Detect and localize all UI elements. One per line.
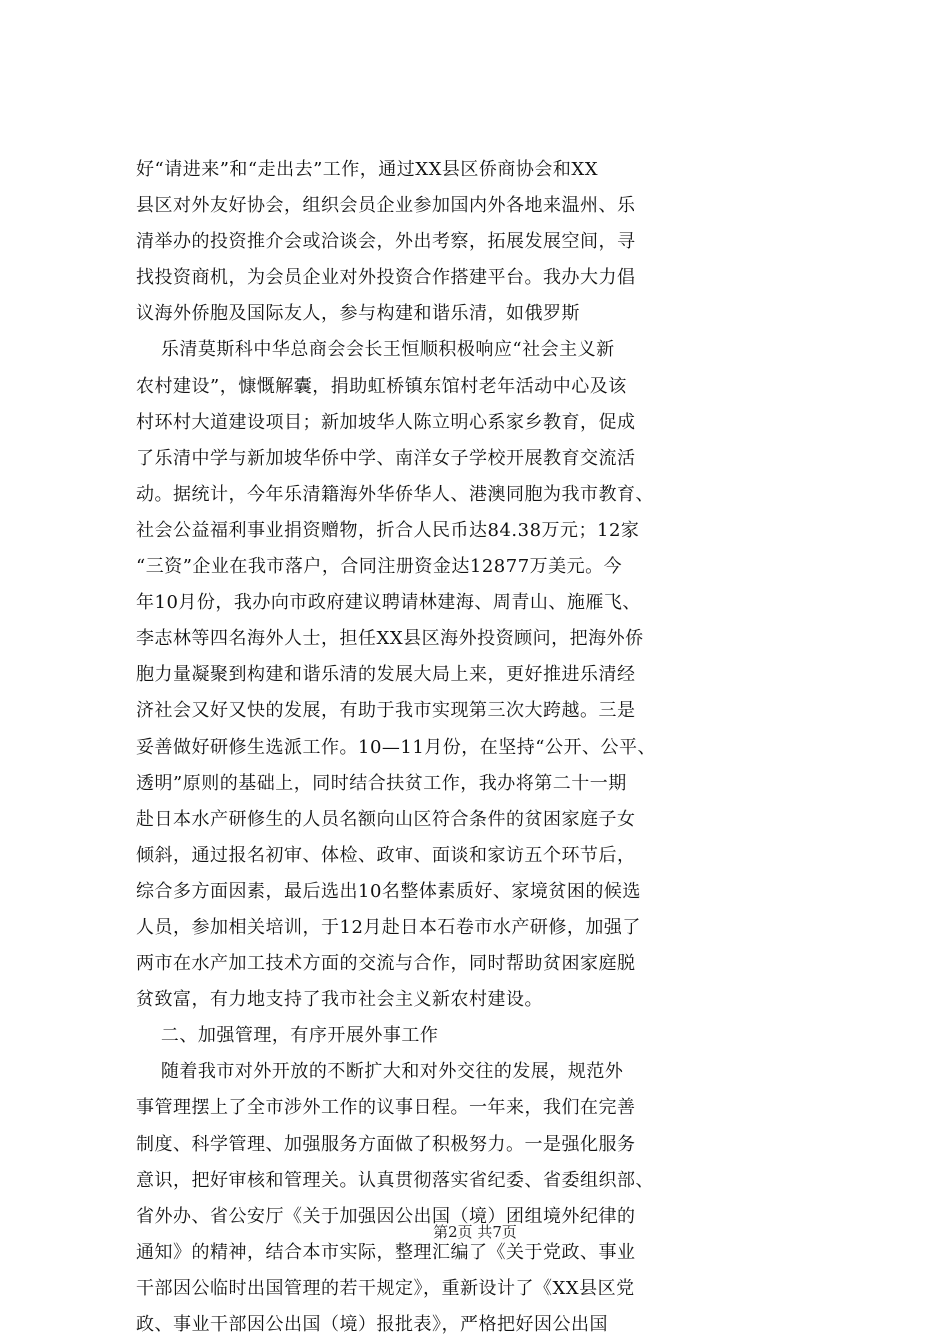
text-line: 妥善做好研修生选派工作。10—11月份，在坚持“公开、公平、	[136, 736, 657, 758]
text-line: “三资”企业在我市落户，合同注册资金达12877万美元。今	[136, 556, 623, 578]
text-line: 济社会又好又快的发展，有助于我市实现第三次大跨越。三是	[136, 700, 636, 722]
text-line: 省外办、省公安厅《关于加强因公出国（境）团组境外纪律的	[136, 1205, 636, 1227]
text-line: 清举办的投资推介会或洽谈会，外出考察，拓展发展空间，寻	[136, 231, 636, 253]
text-line: 年10月份，我办向市政府建议聘请林建海、周青山、施雁飞、	[136, 592, 641, 614]
text-line: 政、事业干部因公出国（境）报批表》，严格把好因公出国	[136, 1314, 608, 1335]
text-line: 了乐清中学与新加坡华侨中学、南洋女子学校开展教育交流活	[136, 447, 636, 469]
text-line: 赴日本水产研修生的人员名额向山区符合条件的贫困家庭子女	[136, 808, 636, 830]
text-line: 倾斜，通过报名初审、体检、政审、面谈和家访五个环节后，	[136, 844, 636, 866]
text-line: 李志林等四名海外人士，担任XX县区海外投资顾问，把海外侨	[136, 628, 644, 650]
text-line: 二、加强管理，有序开展外事工作	[136, 1025, 439, 1047]
text-line: 通知》的精神，结合本市实际，整理汇编了《关于党政、事业	[136, 1241, 636, 1263]
text-line: 农村建设”，慷慨解囊，捐助虹桥镇东馆村老年活动中心及该	[136, 375, 627, 397]
text-line: 议海外侨胞及国际友人，参与构建和谐乐清，如俄罗斯	[136, 303, 580, 325]
text-line: 动。据统计，今年乐清籍海外华侨华人、港澳同胞为我市教育、	[136, 483, 654, 505]
page-number-footer: 第2页 共7页	[433, 1223, 517, 1241]
text-line: 社会公益福利事业捐资赠物，折合人民币达84.38万元；12家	[136, 519, 640, 541]
text-line: 综合多方面因素，最后选出10名整体素质好、家境贫困的候选	[136, 880, 641, 902]
text-line: 制度、科学管理、加强服务方面做了积极努力。一是强化服务	[136, 1133, 636, 1155]
text-line: 好“请进来”和“走出去”工作，通过XX县区侨商协会和XX	[136, 159, 599, 180]
text-line: 找投资商机，为会员企业对外投资合作搭建平台。我办大力倡	[136, 267, 636, 289]
text-line: 干部因公临时出国管理的若干规定》，重新设计了《XX县区党	[136, 1277, 635, 1299]
text-line: 乐清莫斯科中华总商会会长王恒顺积极响应“社会主义新	[136, 339, 615, 361]
text-line: 胞力量凝聚到构建和谐乐清的发展大局上来，更好推进乐清经	[136, 664, 636, 686]
text-line: 两市在水产加工技术方面的交流与合作，同时帮助贫困家庭脱	[136, 953, 636, 975]
text-line: 贫致富，有力地支持了我市社会主义新农村建设。	[136, 989, 543, 1011]
text-line: 透明”原则的基础上，同时结合扶贫工作，我办将第二十一期	[136, 772, 627, 794]
text-line: 事管理摆上了全市涉外工作的议事日程。一年来，我们在完善	[136, 1097, 636, 1119]
text-line: 县区对外友好协会，组织会员企业参加国内外各地来温州、乐	[136, 195, 636, 217]
text-line: 村环村大道建设项目；新加坡华人陈立明心系家乡教育，促成	[136, 411, 636, 433]
text-line: 人员，参加相关培训，于12月赴日本石卷市水产研修，加强了	[136, 916, 641, 938]
text-line: 随着我市对外开放的不断扩大和对外交往的发展，规范外	[136, 1061, 624, 1083]
body-text	[136, 152, 836, 1343]
text-line: 意识，把好审核和管理关。认真贯彻落实省纪委、省委组织部、	[136, 1169, 654, 1191]
